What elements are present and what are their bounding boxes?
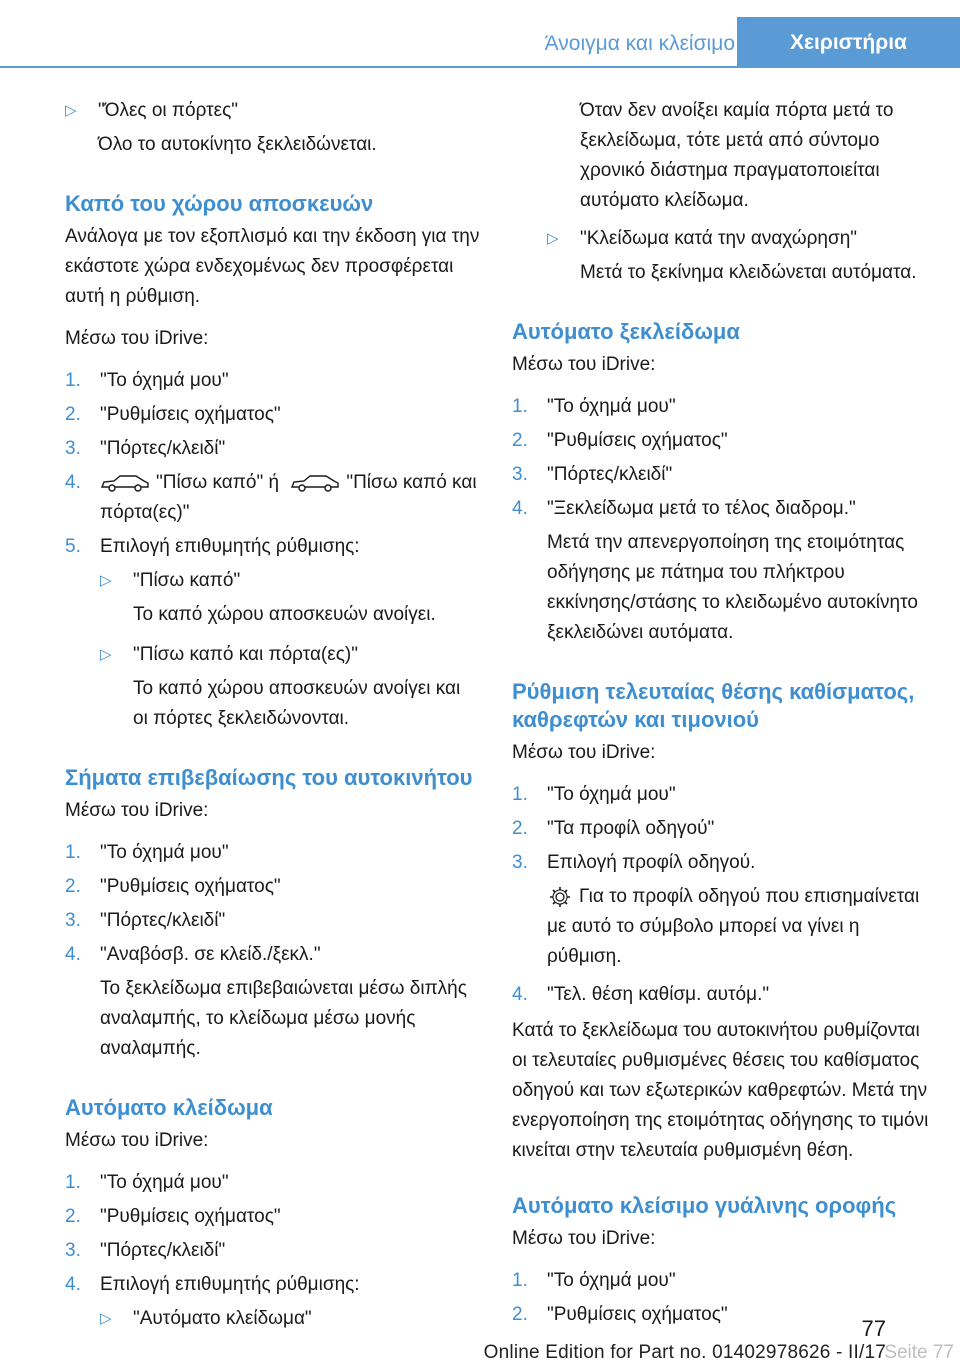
list-item: 3. "Πόρτες/κλειδί" — [65, 438, 226, 459]
list-item: 4. "Τελ. θέση καθίσμ. αυτόμ." — [512, 984, 770, 1005]
options-list — [547, 224, 932, 292]
steps-list — [512, 392, 932, 652]
via-idrive: Μέσω του iDrive: — [512, 354, 656, 375]
list-item: 2. "Ρυθμίσεις οχήματος" — [65, 1206, 281, 1227]
car-rear-icon — [100, 474, 150, 492]
list-item: 5. Επιλογή επιθυμητής ρύθμισης: — [65, 536, 360, 557]
car-rear-door-icon — [290, 474, 340, 492]
list-item: 2. "Τα προφίλ οδηγού" — [512, 818, 715, 839]
paragraph: Ανάλογα με τον εξοπλισμό και την έκδοση για την εκάστοτε χώρα ενδεχομένως δεν προσφέρεται αυτή η ρύθμιση. — [65, 226, 480, 307]
option-item: ▷ "Αυτόματο κλείδωμα" — [100, 1304, 480, 1334]
paragraph: Κατά το ξεκλείδωμα του αυτοκινήτου ρυθμίζονται οι τελευταίες ρυθμισμένες θέσεις του καθίσματος οδηγού και των εξωτερικών καθρεφτών. Μετά την ενεργοποίηση της ετοιμότητας οδήγησης το τιμόνι κινείται στην τελευταία ρυθμισμένη θέση. — [512, 1020, 929, 1161]
via-idrive: Μέσω του iDrive: — [65, 328, 209, 349]
header-rule — [0, 66, 960, 68]
list-item: 2. "Ρυθμίσεις οχήματος" — [65, 876, 281, 897]
right-column — [512, 96, 932, 1334]
list-item: 1. "Το όχημά μου" — [512, 784, 676, 805]
watermark: Seite 77 — [884, 1342, 954, 1363]
bullet-label: "Όλες οι πόρτες" — [98, 100, 239, 121]
via-idrive: Μέσω του iDrive: — [512, 742, 656, 763]
section-heading-autounlock: Αυτόματο ξεκλείδωμα — [512, 319, 740, 344]
list-item: 1. "Το όχημά μου" — [512, 1270, 676, 1291]
list-item: 1. "Το όχημά μου" — [512, 396, 676, 417]
section-title: Άνοιγμα και κλείσιμο — [544, 32, 735, 55]
list-item: 3. "Πόρτες/κλειδί" — [512, 464, 673, 485]
section-heading-trunk: Καπό του χώρου αποσκευών — [65, 191, 374, 216]
section-heading-autolock: Αυτόματο κλείδωμα — [65, 1095, 273, 1120]
page-footer — [0, 1316, 960, 1362]
list-item: 3. "Πόρτες/κλειδί" — [65, 1240, 226, 1261]
section-heading-roof: Αυτόματο κλείσιμο γυάλινης οροφής — [512, 1193, 897, 1218]
list-item: 4. "Ξεκλείδωμα μετά το τέλος διαδρομ." Μετά την απενεργοποίηση της ετοιμότητας οδήγησης με πάτημα του πλήκτρου εκκίνησης/στάσης το κλειδωμένο αυτοκίνητο ξεκλειδώνει αυτόματα. — [512, 494, 932, 652]
list-item: 3. "Πόρτες/κλειδί" — [65, 910, 226, 931]
step-detail: Μετά την απενεργοποίηση της ετοιμότητας οδήγησης με πάτημα του πλήκτρου εκκίνησης/στάσης το κλειδωμένο αυτοκίνητο ξεκλειδώνει αυτόματα. — [547, 532, 918, 643]
page-header — [0, 0, 960, 68]
list-item: 2. "Ρυθμίσεις οχήματος" — [512, 1304, 728, 1325]
page-number: 77 — [861, 1316, 886, 1341]
list-item: 4. "Αναβόσβ. σε κλείδ./ξεκλ." Το ξεκλείδωμα επιβεβαιώνεται μέσω διπλής αναλαμπής, το κλείδωμα μέσω μονής αναλαμπής. — [65, 940, 480, 1068]
steps-list — [65, 366, 480, 738]
list-item: 2. "Ρυθμίσεις οχήματος" — [512, 430, 728, 451]
triangle-bullet-icon: ▷ — [547, 230, 559, 247]
option-item: ▷ "Πίσω καπό" Το καπό χώρου αποσκευών ανοίγει. — [100, 566, 480, 634]
list-item: 1. "Το όχημά μου" — [65, 370, 229, 391]
option-item: ▷ "Πίσω καπό και πόρτα(ες)" Το καπό χώρου αποσκευών ανοίγει και οι πόρτες ξεκλειδώνονται. — [100, 640, 480, 738]
edition-text: Online Edition for Part no. 01402978626 - II/17 — [483, 1342, 886, 1363]
gear-icon — [549, 886, 571, 908]
options-list — [100, 566, 480, 738]
list-item: 1. "Το όχημά μου" — [65, 842, 229, 863]
triangle-bullet-icon: ▷ — [100, 1310, 112, 1327]
via-idrive: Μέσω του iDrive: — [65, 800, 209, 821]
list-item: 3. Επιλογή προφίλ οδηγού. Για το προφίλ οδηγού που επισημαίνεται με αυτό το σύμβολο μπορεί να γίνει η ρύθμιση. — [512, 848, 932, 976]
triangle-bullet-icon: ▷ — [100, 572, 112, 589]
triangle-bullet-icon: ▷ — [65, 102, 77, 119]
via-idrive: Μέσω του iDrive: — [65, 1130, 209, 1151]
via-idrive: Μέσω του iDrive: — [512, 1228, 656, 1249]
section-heading-seat: Ρύθμιση τελευταίας θέσης καθίσματος, καθρεφτών και τιμονιού — [512, 679, 915, 732]
left-column — [65, 96, 480, 1340]
step-note: Για το προφίλ οδηγού που επισημαίνεται με αυτό το σύμβολο μπορεί να γίνει η ρύθμιση. — [547, 886, 920, 967]
option-item: ▷ "Κλείδωμα κατά την αναχώρηση" Μετά το ξεκίνημα κλειδώνεται αυτόματα. — [547, 224, 932, 292]
list-item: 4. Επιλογή επιθυμητής ρύθμισης: — [65, 1274, 360, 1295]
steps-list — [512, 780, 932, 1010]
bullet-item — [65, 96, 480, 164]
bullet-detail: Όλο το αυτοκίνητο ξεκλειδώνεται. — [98, 134, 377, 155]
steps-list — [65, 838, 480, 1068]
list-item: 2. "Ρυθμίσεις οχήματος" — [65, 404, 281, 425]
step-detail: Το ξεκλείδωμα επιβεβαιώνεται μέσω διπλής αναλαμπής, το κλείδωμα μέσω μονής αναλαμπής. — [100, 978, 467, 1059]
option-detail: Όταν δεν ανοίξει καμία πόρτα μετά το ξεκλείδωμα, τότε μετά από σύντομο χρονικό διάστημα πραγματοποιείται αυτόματο κλείδωμα. — [580, 100, 894, 211]
triangle-bullet-icon: ▷ — [100, 646, 112, 663]
list-item: 1. "Το όχημά μου" — [65, 1172, 229, 1193]
section-heading-signals: Σήματα επιβεβαίωσης του αυτοκινήτου — [65, 765, 473, 790]
list-item: 4. "Πίσω καπό" ή "Πίσω καπό και πόρτα(ες)" — [65, 472, 477, 523]
steps-list — [65, 1168, 480, 1334]
chapter-tab: Χειριστήρια — [737, 17, 960, 68]
